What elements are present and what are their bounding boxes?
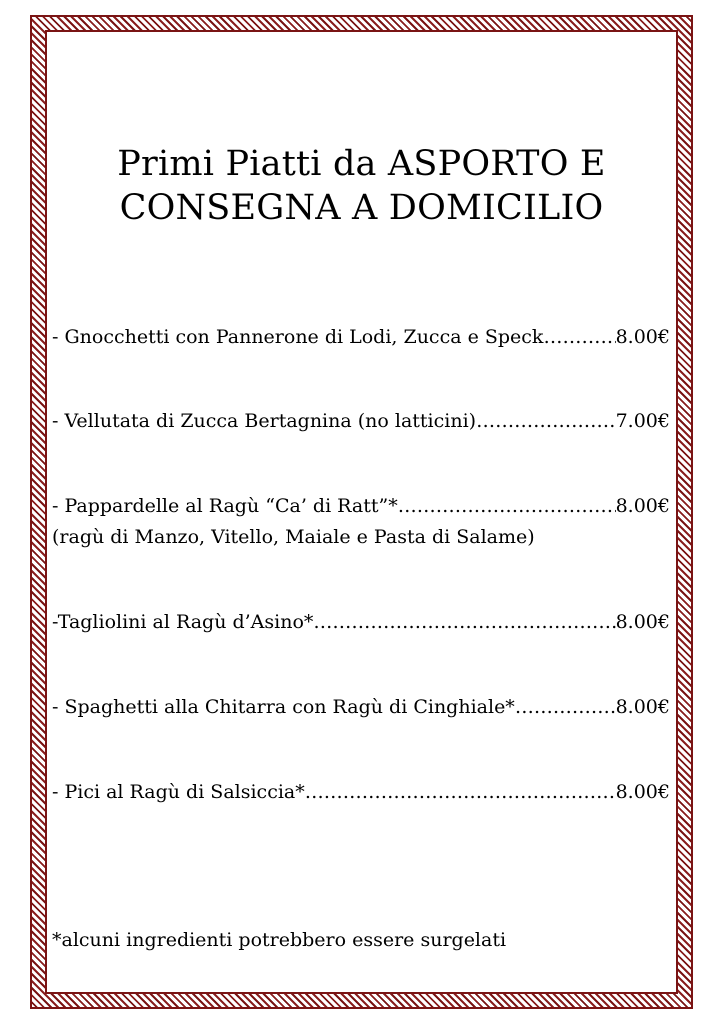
menu-title-line-1: Primi Piatti da ASPORTO E [117,144,606,184]
menu-item-name: - Spaghetti alla Chitarra con Ragù di Cinghiale* [52,696,515,718]
menu-item-tagliolini [52,610,670,634]
menu-item-price: 8.00€ [615,781,670,803]
menu-item-name: - Gnocchetti con Pannerone di Lodi, Zucca e Speck [52,326,544,348]
footnote: *alcuni ingredienti potrebbero essere surgelati [52,929,507,951]
leader-dots [313,610,615,634]
leader-dots [398,494,616,518]
menu-item-name: -Tagliolini al Ragù d’Asino* [52,611,314,633]
menu-item-name: - Pici al Ragù di Salsiccia* [52,781,305,803]
menu-item-note: (ragù di Manzo, Vitello, Maiale e Pasta di Salame) [52,526,535,548]
menu-item-pappardelle [52,494,670,518]
leader-dots [305,780,616,804]
leader-dots [543,325,615,349]
menu-title-line-2: CONSEGNA A DOMICILIO [119,188,604,228]
menu-item-name: - Vellutata di Zucca Bertagnina (no latticini) [52,410,477,432]
menu-item-price: 8.00€ [615,611,670,633]
menu-item-price: 7.00€ [615,410,670,432]
menu-item-price: 8.00€ [615,696,670,718]
menu-item-gnocchetti [52,325,670,349]
menu-item-vellutata [52,409,670,433]
leader-dots [515,695,616,719]
menu-title [50,142,673,230]
menu-item-pici [52,780,670,804]
menu-item-price: 8.00€ [615,326,670,348]
menu-item-name: - Pappardelle al Ragù “Ca’ di Ratt”* [52,495,398,517]
menu-item-spaghetti [52,695,670,719]
leader-dots [476,409,616,433]
menu-item-price: 8.00€ [615,495,670,517]
